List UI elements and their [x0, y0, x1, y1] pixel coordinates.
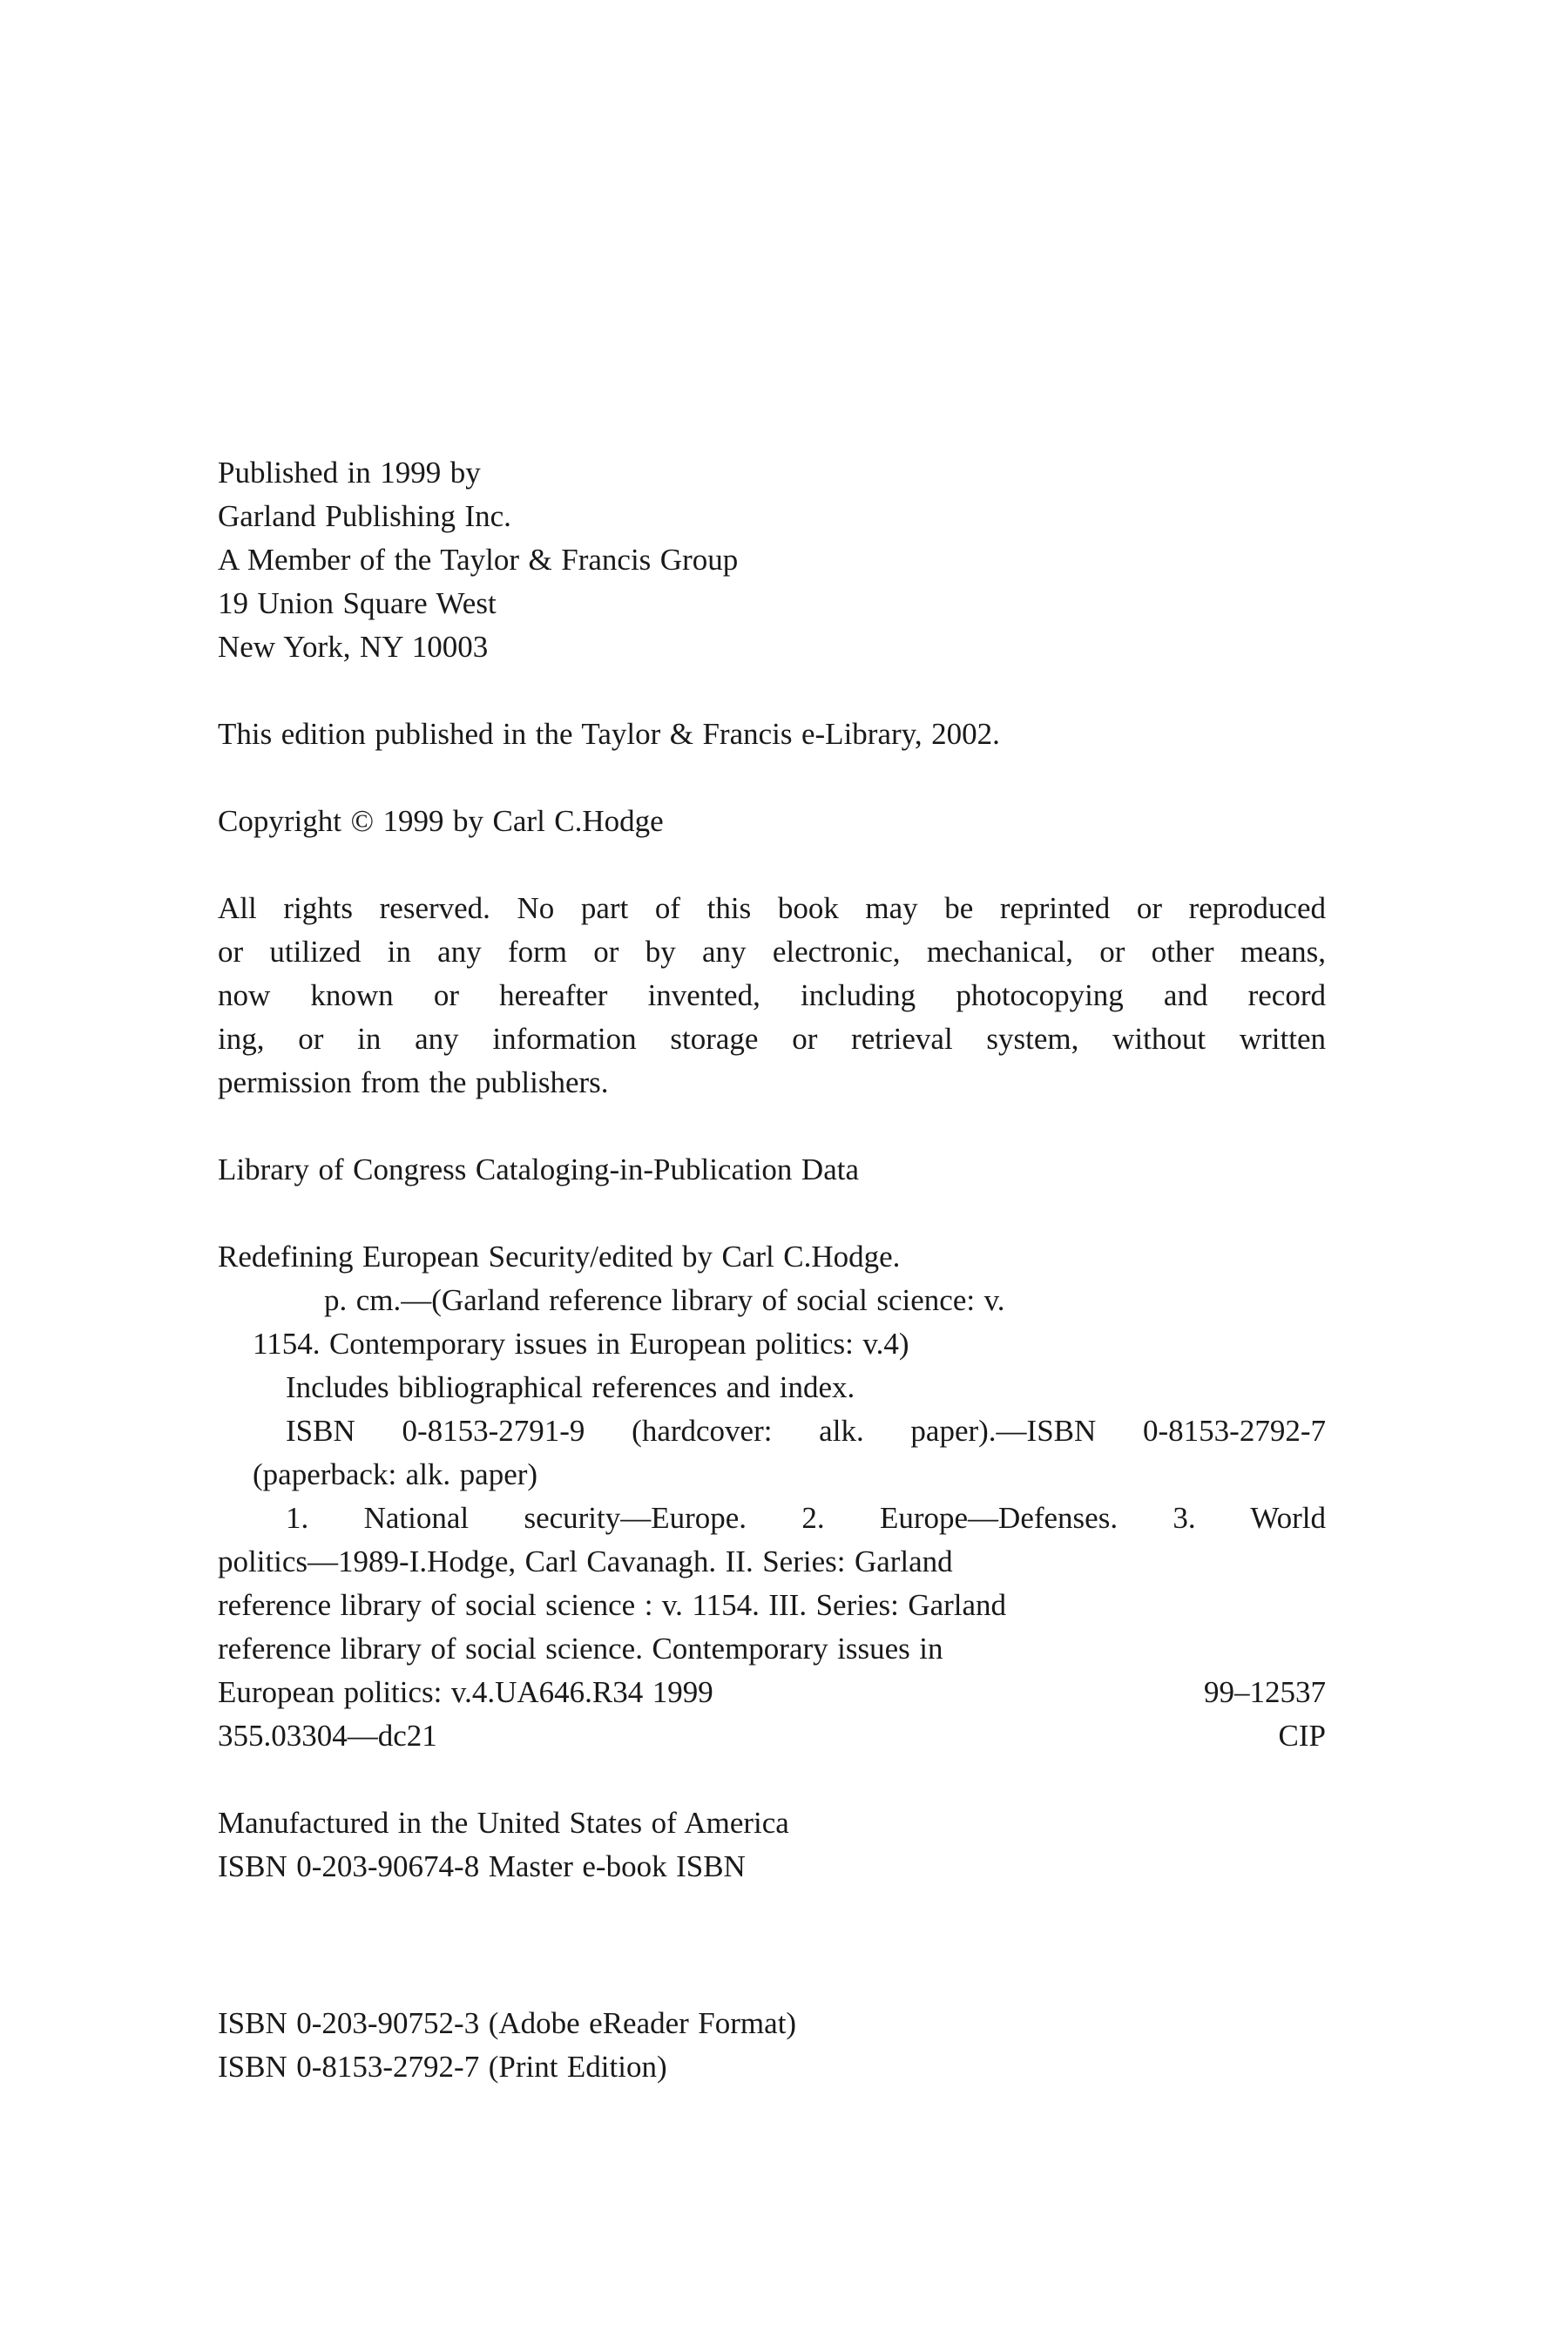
edition-block: [218, 713, 1326, 756]
rights-line: now known or hereafter invented, including photocopying and record: [218, 978, 1326, 1012]
dewey-line: [218, 1714, 1326, 1758]
cip-line: p. cm.—(Garland reference library of social science: v.: [324, 1283, 1005, 1317]
rights-line: or utilized in any form or by any electronic, mechanical, or other means,: [218, 935, 1326, 969]
cip-subject-line: 1. National security—Europe. 2. Europe—Defenses. 3. World: [286, 1501, 1326, 1535]
loc-heading: Library of Congress Cataloging-in-Publication Data: [218, 1152, 860, 1186]
dewey-number: 355.03304—dc21: [218, 1719, 437, 1753]
other-isbn-block: [218, 2002, 1326, 2089]
rights-line: permission from the publishers.: [218, 1065, 609, 1099]
publisher-block: [218, 451, 1326, 669]
text-block: [218, 451, 1326, 2089]
copyright-notice: Copyright © 1999 by Carl C.Hodge: [218, 804, 664, 838]
cip-isbn-line: ISBN 0-8153-2791-9 (hardcover: alk. paper).—ISBN 0-8153-2792-7: [286, 1414, 1326, 1448]
copyright-block: [218, 800, 1326, 843]
lc-card-number: 99–12537: [1204, 1675, 1326, 1709]
lc-call-number-line: [218, 1671, 1326, 1714]
cip-line: 1154. Contemporary issues in European politics: v.4): [253, 1327, 909, 1361]
rights-line: ing, or in any information storage or retrieval system, without written: [218, 1022, 1326, 1056]
cip-line: politics—1989-I.Hodge, Carl Cavanagh. II. Series: Garland: [218, 1544, 953, 1578]
rights-line: All rights reserved. No part of this book may be reprinted or reproduced: [218, 891, 1326, 925]
cip-line: (paperback: alk. paper): [253, 1457, 538, 1491]
publisher-line: 19 Union Square West: [218, 586, 497, 620]
loc-heading-block: [218, 1148, 1326, 1192]
print-isbn-line: ISBN 0-8153-2792-7 (Print Edition): [218, 2050, 667, 2084]
rights-paragraph: [218, 887, 1326, 1105]
publisher-line: A Member of the Taylor & Francis Group: [218, 543, 739, 577]
cip-line: reference library of social science. Contemporary issues in: [218, 1632, 943, 1666]
cataloging-block: [218, 1235, 1326, 1758]
master-ebook-isbn-line: ISBN 0-203-90674-8 Master e-book ISBN: [218, 1849, 746, 1883]
lc-call-number: European politics: v.4.UA646.R34 1999: [218, 1675, 713, 1709]
cip-line: reference library of social science : v. 1154. III. Series: Garland: [218, 1588, 1007, 1622]
cip-badge: CIP: [1278, 1719, 1326, 1753]
manufacture-block: [218, 1801, 1326, 1889]
manufactured-line: Manufactured in the United States of America: [218, 1806, 789, 1840]
publisher-line: New York, NY 10003: [218, 630, 489, 664]
cip-line: Includes bibliographical references and index.: [286, 1370, 855, 1404]
edition-note: This edition published in the Taylor & Francis e-Library, 2002.: [218, 717, 1000, 751]
publisher-line: Garland Publishing Inc.: [218, 499, 511, 533]
publisher-line: Published in 1999 by: [218, 456, 481, 490]
adobe-isbn-line: ISBN 0-203-90752-3 (Adobe eReader Format): [218, 2006, 797, 2040]
cip-title-line: Redefining European Security/edited by Carl C.Hodge.: [218, 1240, 901, 1274]
